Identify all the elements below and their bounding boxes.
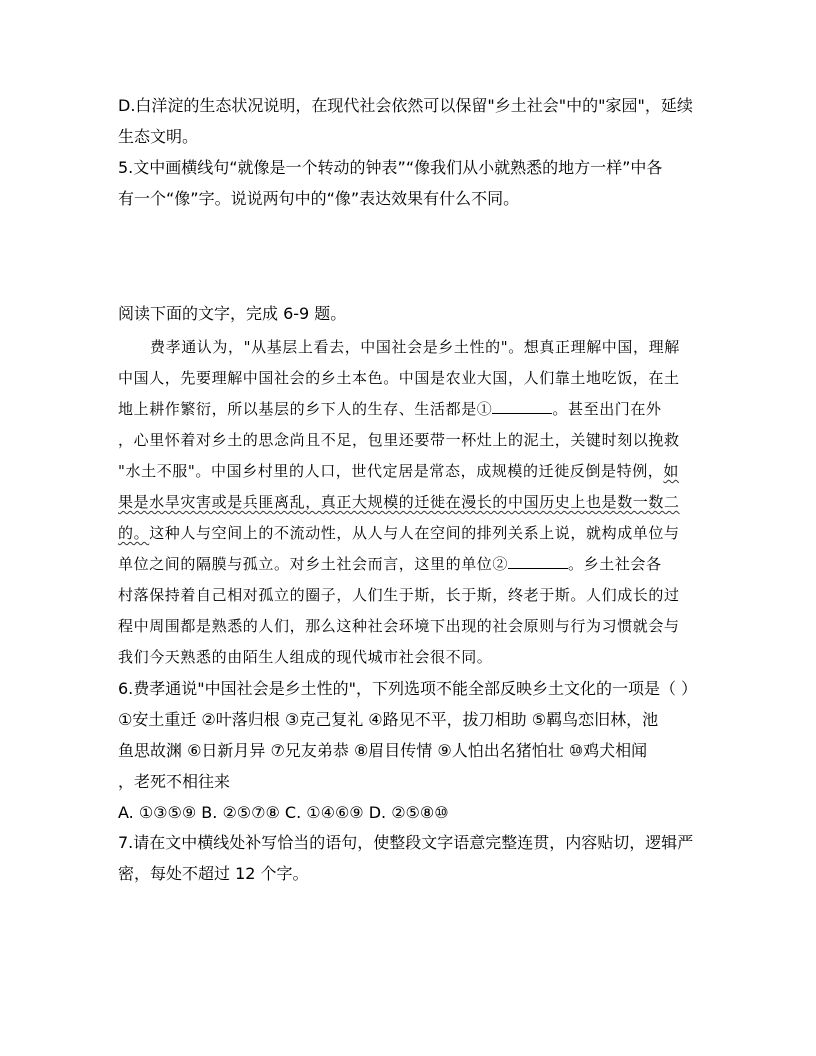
passage-line-3 (118, 399, 662, 419)
answer-blank-1[interactable] (492, 399, 552, 414)
underlined-text: 如 (663, 462, 680, 480)
question-6-items-line-2: 鱼思故渊 ⑥日新月异 ⑦兄友弟恭 ⑧眉目传情 ⑨人怕出名猪怕壮 ⑩鸡犬相闻 (118, 741, 648, 760)
passage-line-4: ，心里怀着对乡土的思念尚且不足，包里还要带一杯灶上的泥土，关键时刻以挽救 (118, 431, 680, 449)
option-d-line-1: D.白洋淀的生态状况说明，在现代社会依然可以保留"乡土社会"中的"家园"，延续 (118, 96, 693, 115)
answer-blank-2[interactable] (508, 554, 568, 569)
passage-line-11: 我们今天熟悉的由陌生人组成的现代城市社会很不同。 (118, 648, 493, 666)
question-5-line-2: 有一个“像”字。说说两句中的“像”表达效果有什么不同。 (118, 189, 520, 208)
passage-line-6-underlined: 果是水旱灾害或是兵匪离乱，真正大规模的迁徙在漫长的中国历史上也是数一数二 (118, 493, 680, 511)
passage-line-1: 费孝通认为，"从基层上看去，中国社会是乡土性的"。想真正理解中国，理解 (150, 338, 680, 356)
passage-text: 地上耕作繁衍，所以基层的乡下人的生存、生活都是① (118, 400, 493, 418)
passage-line-9: 村落保持着自己相对孤立的圈子，人们生于斯，长于斯，终老于斯。人们成长的过 (118, 586, 680, 604)
passage-line-8 (118, 554, 662, 574)
option-d-line-2: 生态文明。 (118, 127, 199, 146)
question-7-line-2: 密，每处不超过 12 个字。 (118, 864, 309, 883)
question-5-line-1: 5.文中画横线句“就像是一个转动的钟表”“像我们从小就熟悉的地方一样”中各 (118, 158, 663, 177)
passage-line-5 (118, 461, 679, 481)
reading-instruction: 阅读下面的文字，完成 6-9 题。 (118, 304, 347, 323)
underlined-text: 的。 (118, 524, 150, 542)
question-6-items-line-1: ①安土重迁 ②叶落归根 ③克己复礼 ④路见不平，拔刀相助 ⑤羁鸟恋旧林，池 (118, 710, 659, 729)
passage-text: 这种人与空间上的不流动性，从人与人在空间的排列关系上说，就构成单位与 (149, 524, 680, 542)
passage-line-7 (118, 523, 680, 543)
passage-text: "水土不服"。中国乡村里的人口，世代定居是常态，成规模的迁徙反倒是特例， (118, 462, 664, 480)
passage-text: 。乡土社会各 (568, 555, 662, 573)
passage-text: 。甚至出门在外 (552, 400, 662, 418)
passage-line-2: 中国人，先要理解中国社会的乡土本色。中国是农业大国，人们靠土地吃饭，在土 (118, 369, 680, 387)
passage-line-10: 程中周围都是熟悉的人们，那么这种社会环境下出现的社会原则与行为习惯就会与 (118, 617, 680, 635)
question-7-line-1: 7.请在文中横线处补写恰当的语句，使整段文字语意完整连贯，内容贴切，逻辑严 (118, 833, 694, 852)
question-6-options: A. ①③⑤⑨ B. ②⑤⑦⑧ C. ①④⑥⑨ D. ②⑤⑧⑩ (118, 803, 449, 822)
question-6-items-line-3: ，老死不相往来 (118, 772, 231, 791)
question-6-stem: 6.费孝通说"中国社会是乡土性的"，下列选项不能全部反映乡土文化的一项是（ ） (118, 679, 698, 698)
passage-text: 单位之间的隔膜与孤立。对乡土社会而言，这里的单位② (118, 555, 509, 573)
